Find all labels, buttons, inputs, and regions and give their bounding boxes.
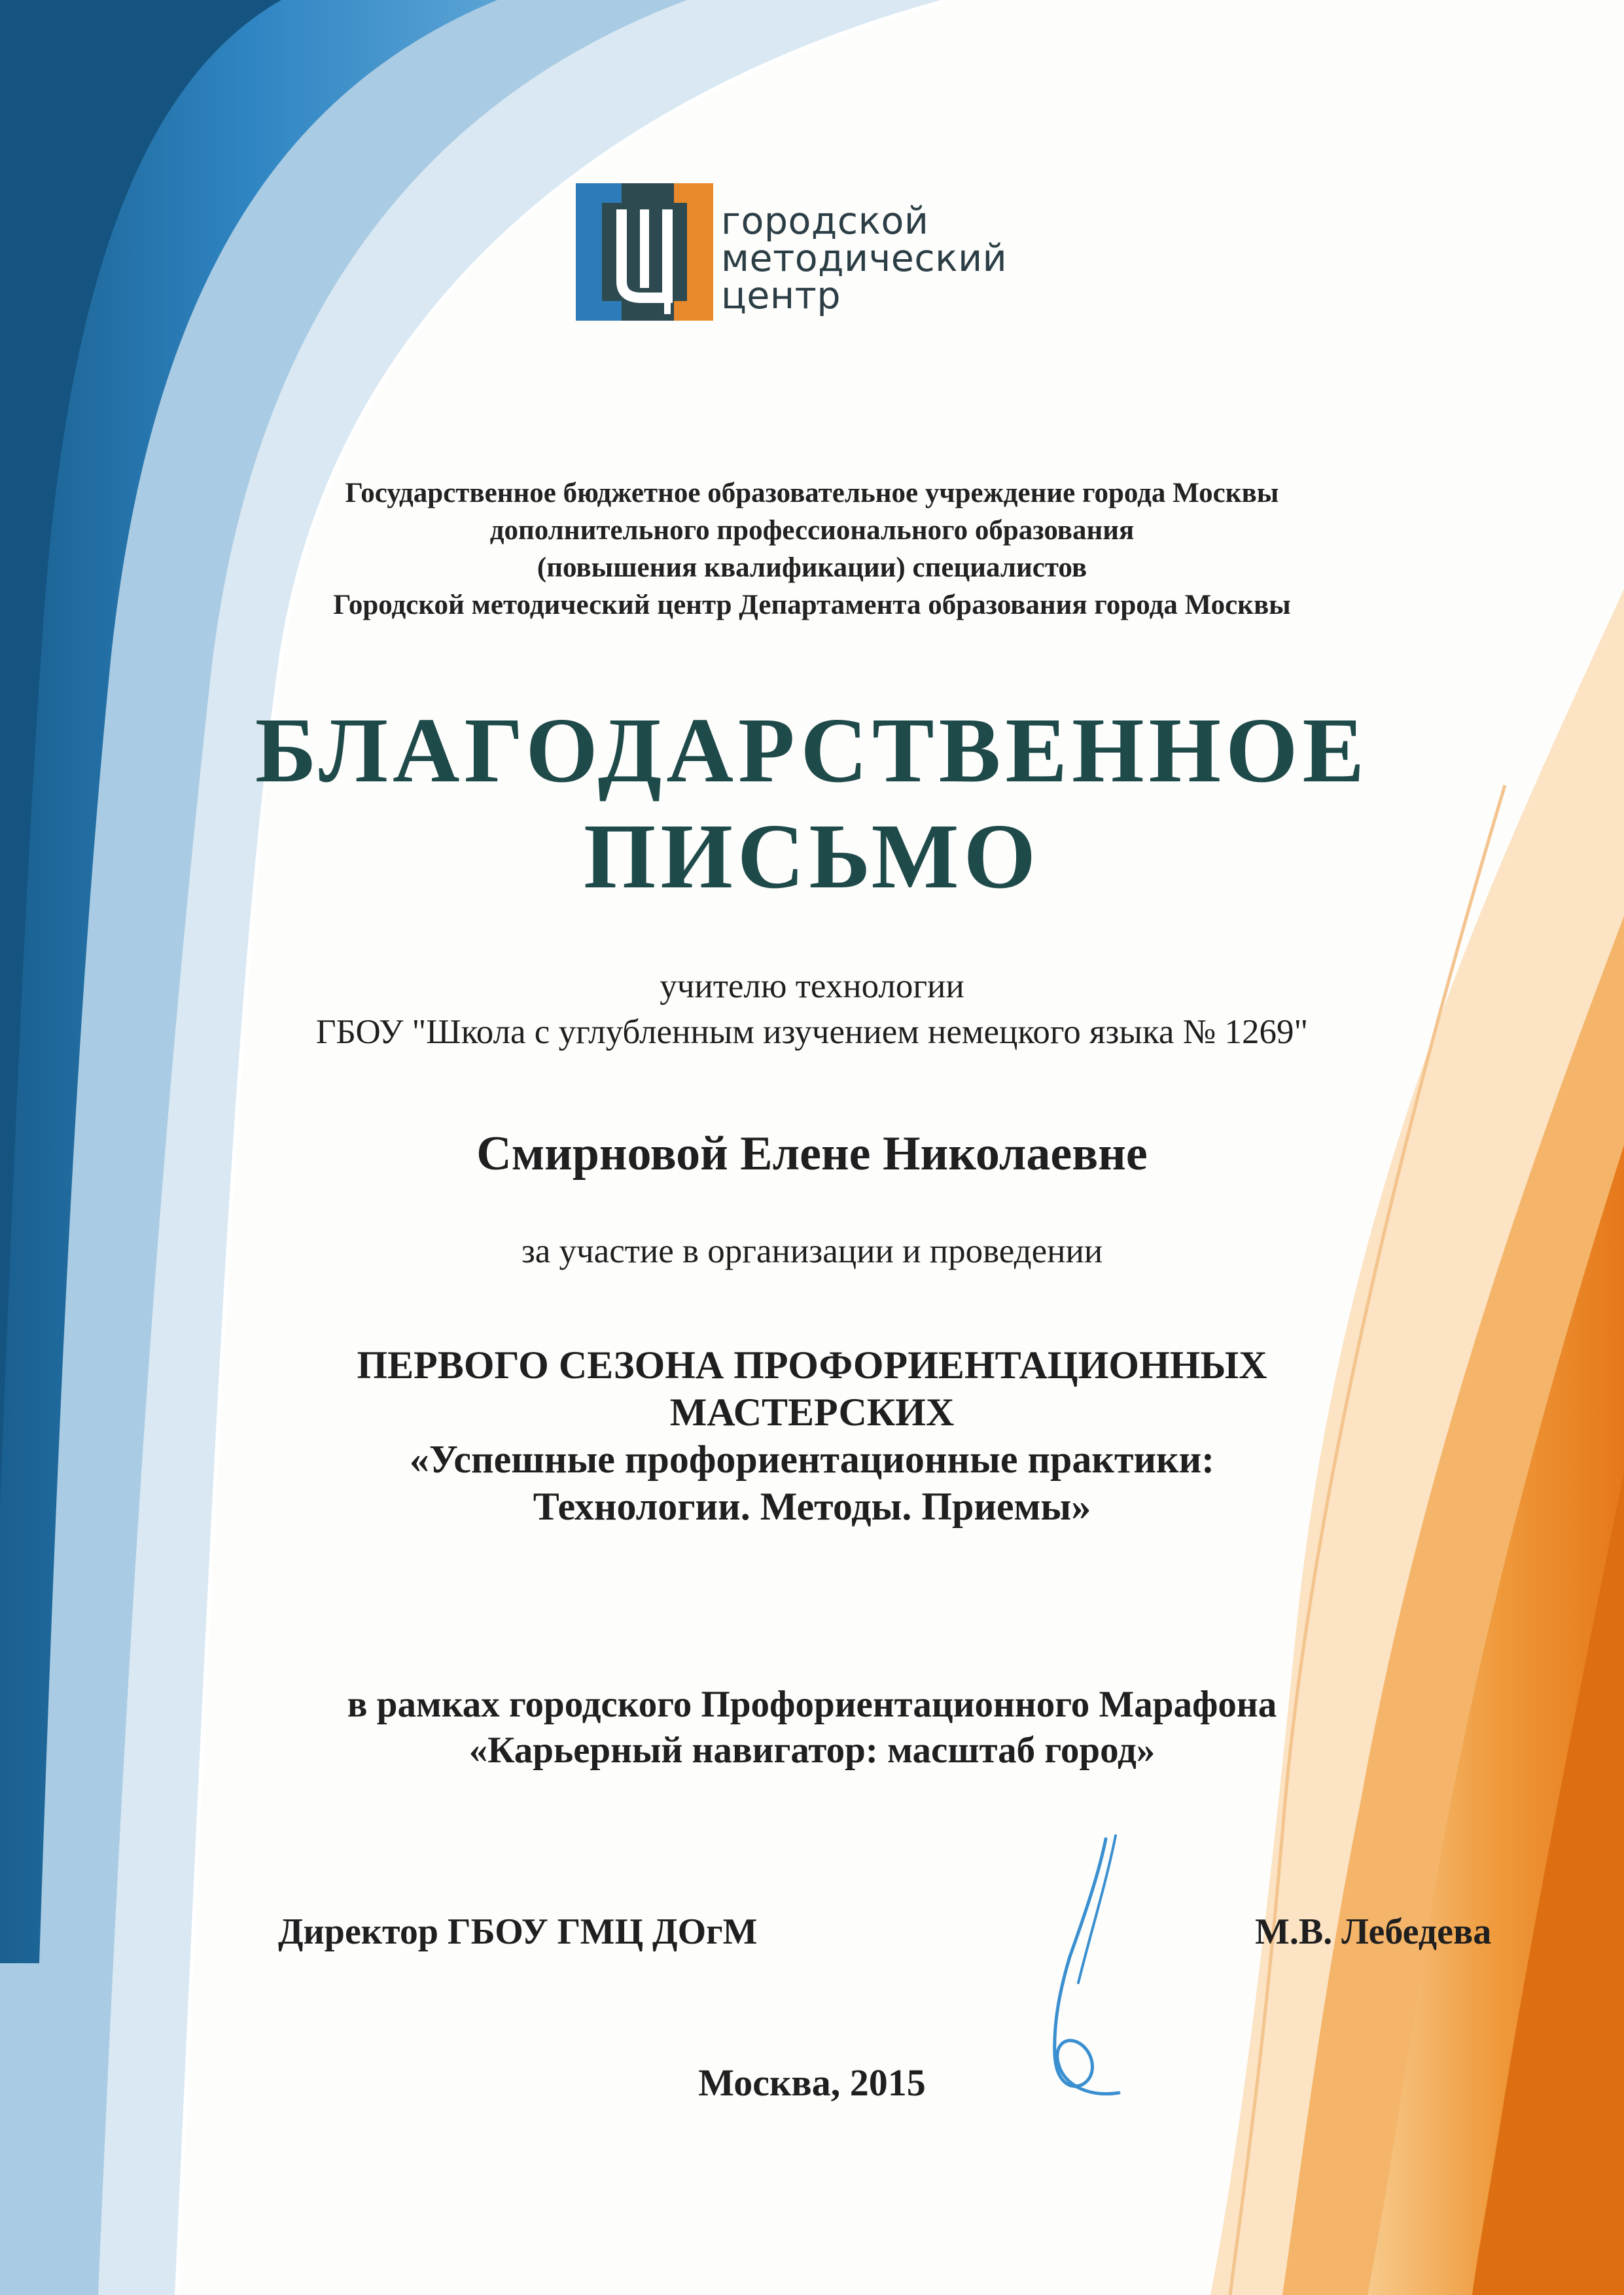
place-date: Москва, 2015	[698, 2061, 926, 2104]
gmc-logo	[576, 183, 1047, 321]
event-block	[0, 1342, 1624, 1530]
recipient-name: Смирновой Елене Николаевне	[476, 1127, 1148, 1181]
signatory-title: Директор ГБОУ ГМЦ ДОгМ	[278, 1912, 758, 1952]
event-line-1: ПЕРВОГО СЕЗОНА ПРОФОРИЕНТАЦИОННЫХ	[357, 1343, 1267, 1387]
org-line-2: дополнительного профессионального образования	[489, 515, 1135, 546]
marathon-block	[0, 1682, 1624, 1773]
gmc-logo-text	[721, 200, 1008, 317]
signatory-name: М.В. Лебедева	[1255, 1912, 1492, 1952]
event-line-2: МАСТЕРСКИХ	[669, 1391, 955, 1434]
event-line-4: Технологии. Методы. Приемы»	[533, 1485, 1091, 1528]
event-line-3: «Успешные профориентационные практики:	[409, 1438, 1215, 1481]
logo-line-3: центр	[721, 274, 841, 317]
organization-header	[0, 474, 1624, 624]
document-title	[0, 697, 1624, 909]
org-line-4: Городской методический центр Департамента образования города Москвы	[333, 590, 1291, 620]
org-line-1: Государственное бюджетное образовательное учреждение города Москвы	[345, 478, 1279, 508]
logo-line-1: городской	[721, 200, 929, 243]
logo-line-2: методический	[721, 237, 1008, 280]
recipient-school: ГБОУ "Школа с углубленным изучением немецкого языка № 1269"	[315, 1013, 1309, 1051]
title-line-2: ПИСЬМО	[583, 804, 1041, 908]
gmc-logo-mark-icon	[576, 183, 713, 321]
org-line-3: (повышения квалификации) специалистов	[537, 552, 1087, 583]
marathon-line-1: в рамках городского Профориентационного Марафона	[347, 1684, 1277, 1725]
title-line-1: БЛАГОДАРСТВЕННОЕ	[255, 698, 1369, 802]
reason-text: за участие в организации и проведении	[521, 1232, 1103, 1270]
marathon-line-2: «Карьерный навигатор: масштаб город»	[468, 1730, 1156, 1771]
recipient-role: учителю технологии	[660, 967, 964, 1005]
